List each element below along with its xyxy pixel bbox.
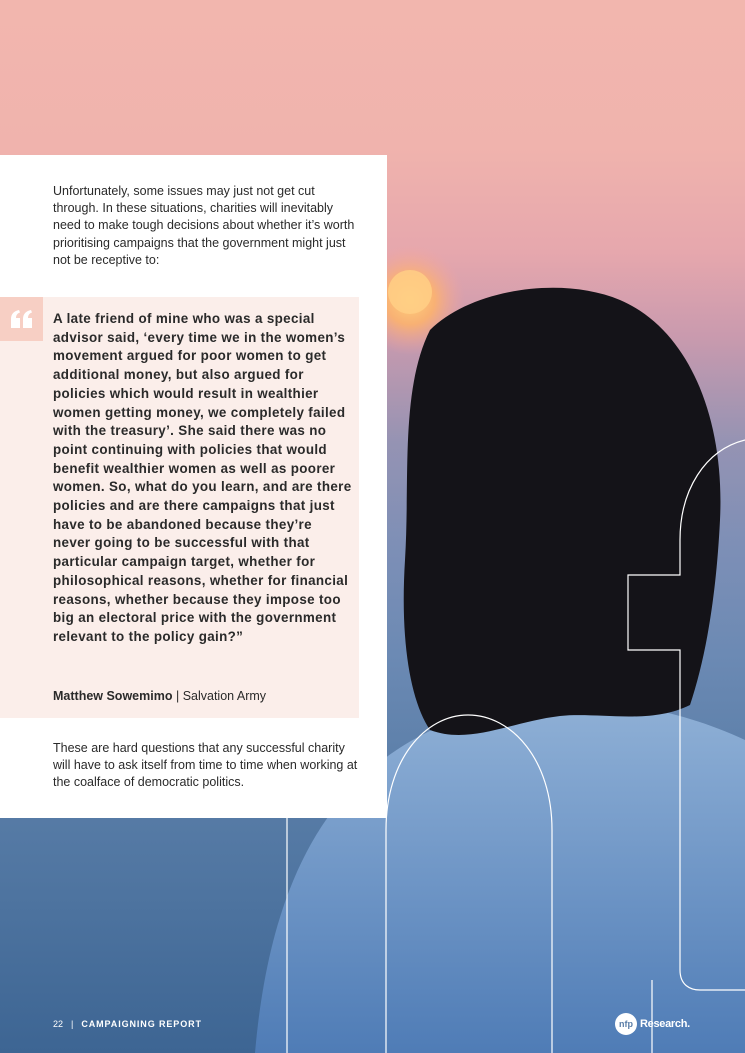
page-footer: [53, 1019, 202, 1029]
logo-wordmark: Research.: [640, 1018, 690, 1030]
attribution-separator: |: [175, 689, 180, 703]
intro-paragraph: Unfortunately, some issues may just not get cut through. In these situations, charities will inevitably need to make tough decisions about whether it’s worth prioritising campaigns that the government might just not be receptive to:: [53, 184, 355, 267]
sun: [388, 270, 432, 314]
page-number: 22: [53, 1019, 64, 1029]
nfp-research-logo: [615, 1013, 690, 1035]
quote-mark-badge: [0, 297, 43, 341]
quote-attribution: [53, 689, 266, 703]
quote-speaker: Matthew Sowemimo: [53, 689, 173, 703]
logo-mark-icon: nfp: [615, 1013, 637, 1035]
quote-organisation: Salvation Army: [182, 689, 267, 703]
outro-paragraph: These are hard questions that any successful charity will have to ask itself from time to time when working at the coalface of democratic politics.: [53, 741, 358, 790]
report-title: CAMPAIGNING REPORT: [81, 1019, 202, 1029]
footer-separator: |: [71, 1019, 74, 1029]
quote-text: A late friend of mine who was a special advisor said, ‘every time we in the women’s movement argued for poor women to get additional money, but also argued for policies which would result in wealthier women getting money, we completely failed with the treasury’. She said there was no point continuing with policies that would benefit wealthier women as well as poorer women. So, what do you learn, and are there policies and are there campaigns that just have to be abandoned because they’re never going to be successful with that particular campaign target, whether for philosophical reasons, whether for financial reasons, whether because they impose too big an electoral price with the government relevant to the policy gain?”: [53, 311, 352, 644]
hair-shape: [404, 288, 721, 735]
quote-mark-icon: [11, 310, 33, 328]
